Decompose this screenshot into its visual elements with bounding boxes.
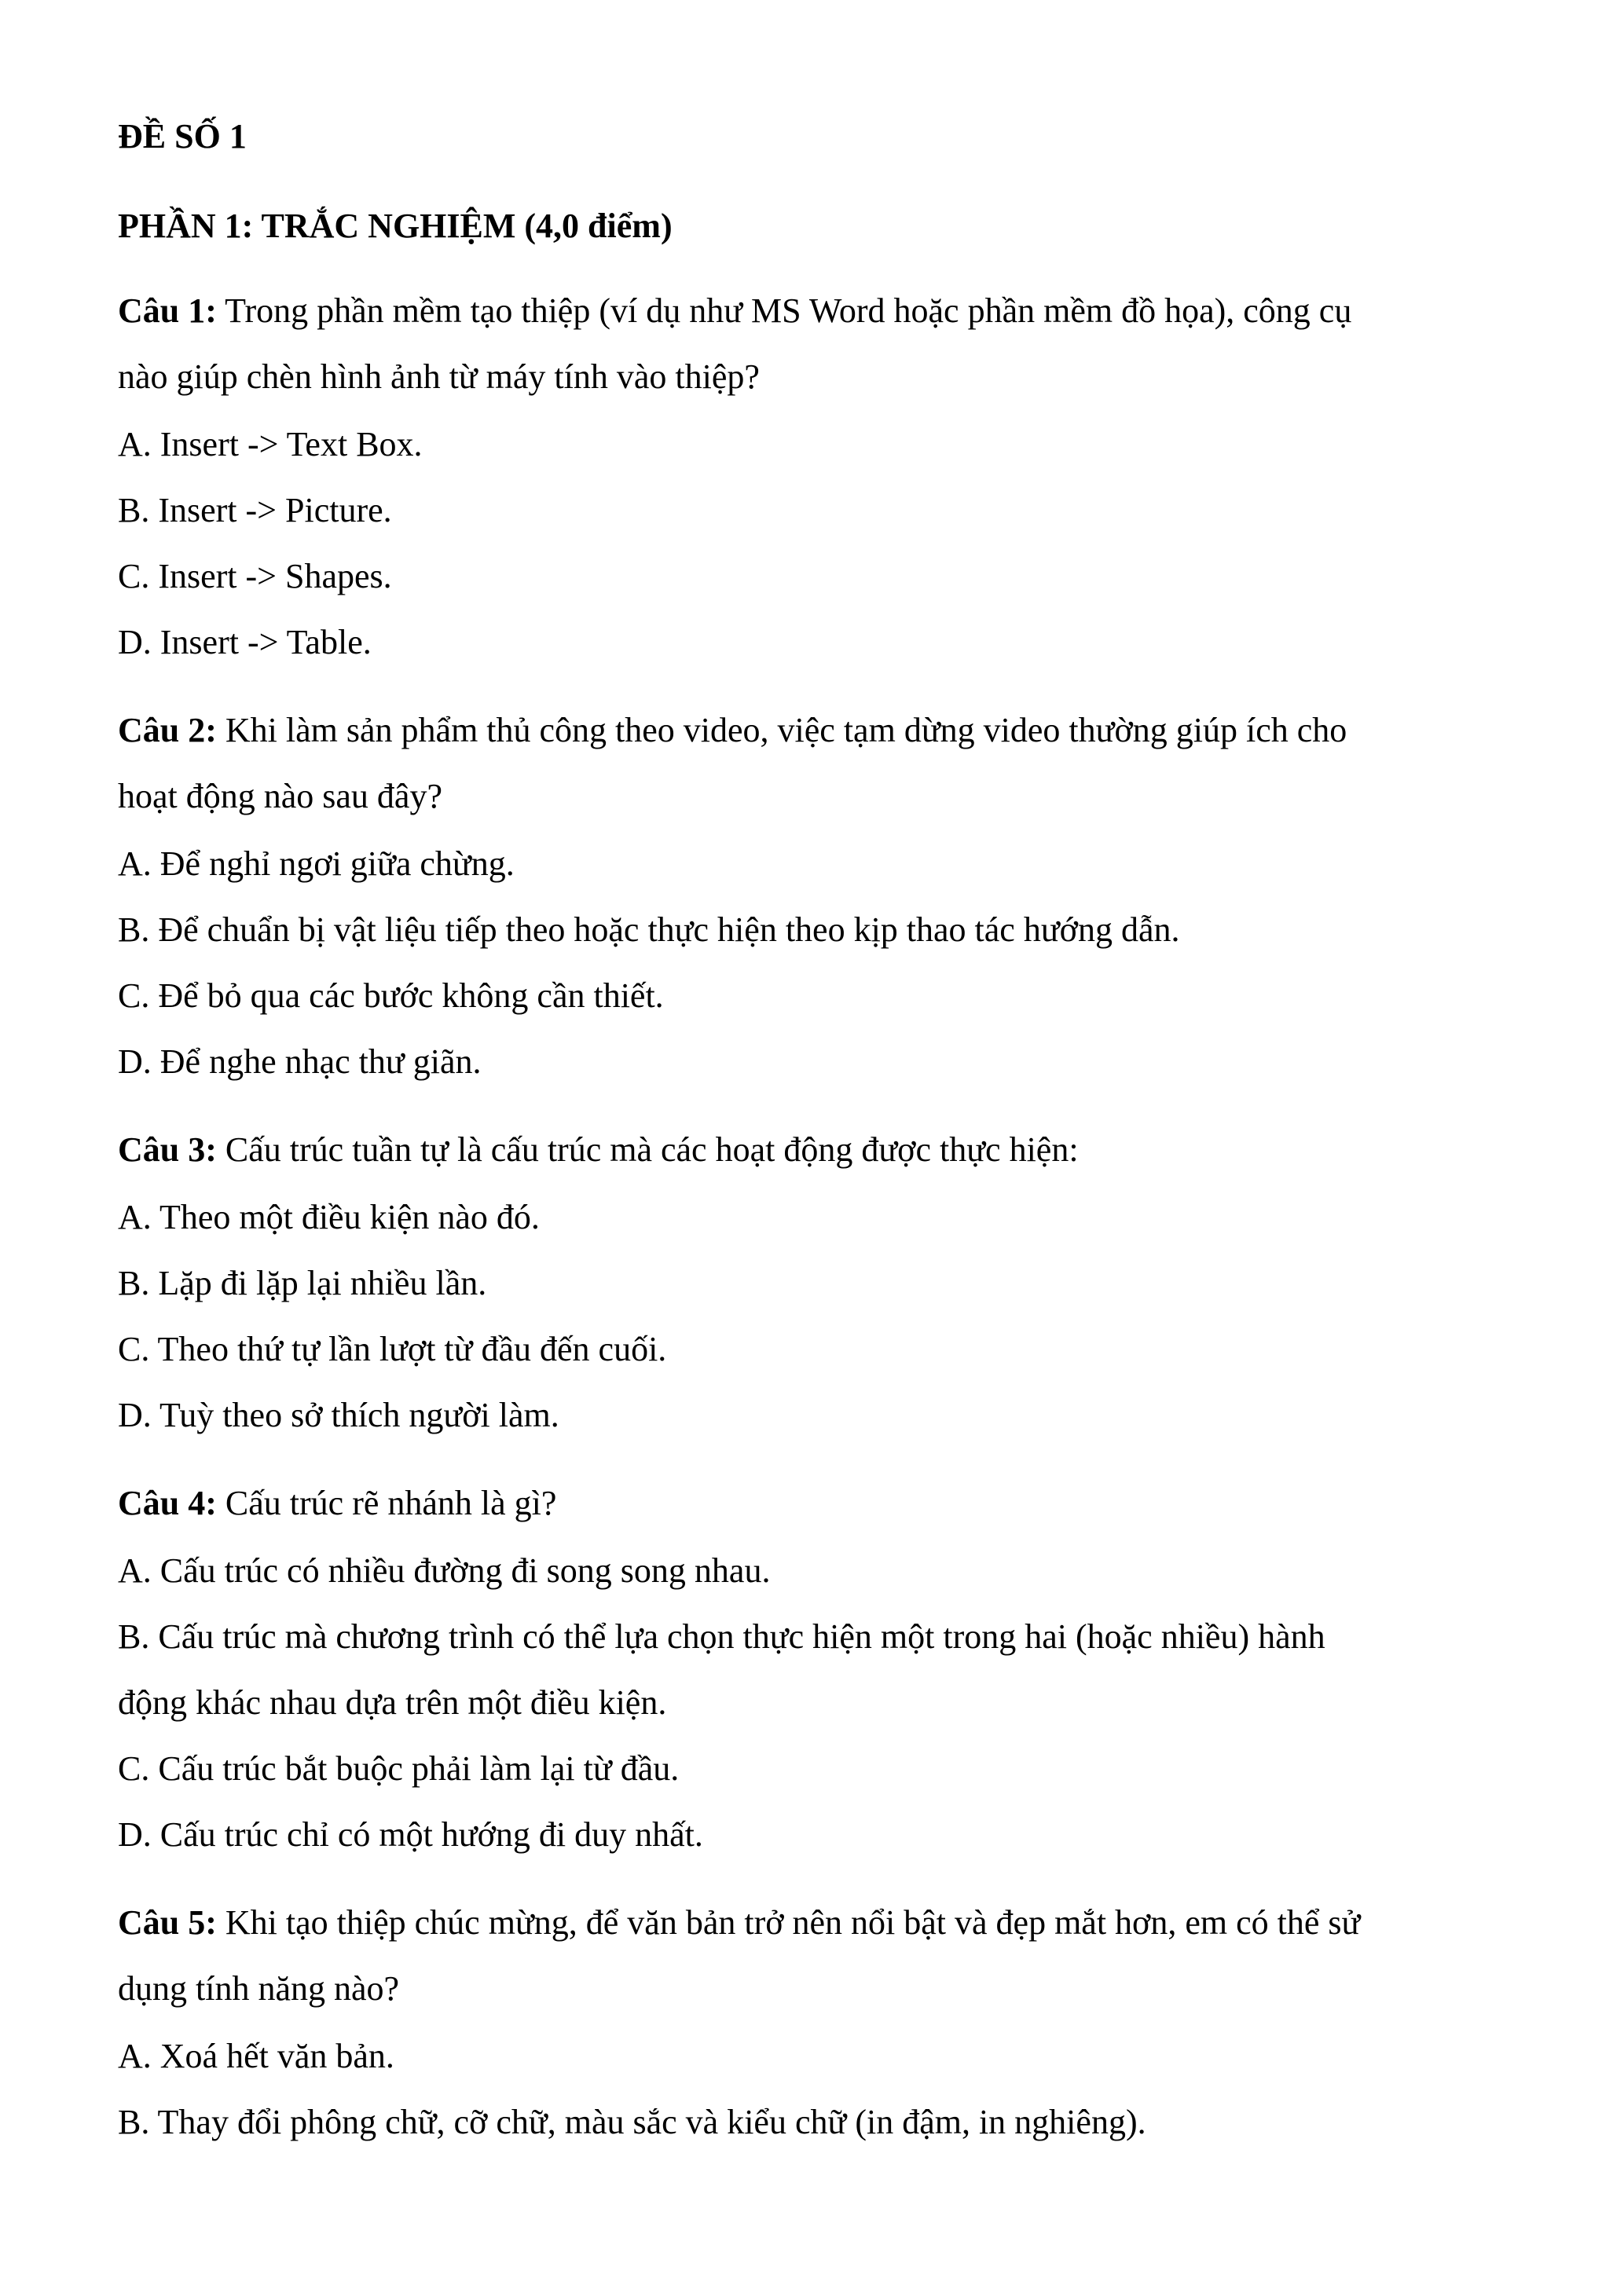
question-text: Cấu trúc tuần tự là cấu trúc mà các hoạt động được thực hiện:	[216, 1130, 1079, 1169]
question-text: Cấu trúc rẽ nhánh là gì?	[216, 1484, 557, 1522]
question-text: Khi tạo thiệp chúc mừng, để văn bản trở nên nổi bật và đẹp mắt hơn, em có thể sử	[216, 1903, 1361, 1942]
question-text-line	[118, 357, 1516, 397]
question-label: Câu 1:	[118, 291, 217, 330]
question-4	[118, 1483, 1516, 1855]
question-text: hoạt động nào sau đây?	[118, 777, 442, 815]
answer-option: B. Insert -> Picture.	[118, 491, 392, 529]
answer-option: D. Insert -> Table.	[118, 623, 372, 661]
question-label: Câu 5:	[118, 1903, 217, 1942]
question-label: Câu 2:	[118, 711, 217, 749]
answer-option: A. Cấu trúc có nhiều đường đi song song nhau.	[118, 1551, 771, 1590]
question-label: Câu 3:	[118, 1130, 217, 1169]
question-text-line	[118, 1483, 1516, 1524]
answer-option: C. Cấu trúc bắt buộc phải làm lại từ đầu.	[118, 1749, 680, 1788]
answer-option: A. Để nghỉ ngơi giữa chừng.	[118, 844, 515, 883]
answer-option: A. Insert -> Text Box.	[118, 425, 423, 463]
answer-option: D. Cấu trúc chỉ có một hướng đi duy nhất.	[118, 1815, 703, 1854]
question-text: Trong phần mềm tạo thiệp (ví dụ như MS Word hoặc phần mềm đồ họa), công cụ	[216, 291, 1352, 330]
answer-option: A. Theo một điều kiện nào đó.	[118, 1198, 540, 1236]
question-text: nào giúp chèn hình ảnh từ máy tính vào thiệp?	[118, 357, 760, 396]
answer-option: D. Để nghe nhạc thư giãn.	[118, 1042, 482, 1081]
question-text-line	[118, 1902, 1516, 1943]
question-label: Câu 4:	[118, 1484, 217, 1522]
question-2	[118, 710, 1516, 1082]
question-text-line	[118, 1968, 1516, 2009]
question-1	[118, 291, 1516, 663]
answer-option: D. Tuỳ theo sở thích người làm.	[118, 1396, 559, 1434]
answer-option: C. Để bỏ qua các bước không cần thiết.	[118, 976, 664, 1015]
answer-option: động khác nhau dựa trên một điều kiện.	[118, 1683, 667, 1722]
question-text-line	[118, 776, 1516, 817]
question-3	[118, 1130, 1516, 1436]
question-text-line	[118, 1130, 1516, 1170]
question-text: Khi làm sản phẩm thủ công theo video, việc tạm dừng video thường giúp ích cho	[216, 711, 1347, 749]
answer-option: B. Thay đổi phông chữ, cỡ chữ, màu sắc và kiểu chữ (in đậm, in nghiêng).	[118, 2103, 1146, 2141]
question-text-line	[118, 291, 1516, 331]
exam-page	[118, 116, 1516, 2168]
exam-title: ĐỀ SỐ 1	[118, 117, 247, 156]
answer-option: B. Để chuẩn bị vật liệu tiếp theo hoặc thực hiện theo kịp thao tác hướng dẫn.	[118, 910, 1180, 949]
question-text-line	[118, 710, 1516, 751]
answer-option: B. Lặp đi lặp lại nhiều lần.	[118, 1264, 487, 1302]
question-list	[118, 291, 1516, 2143]
question-5	[118, 1902, 1516, 2143]
answer-option: C. Insert -> Shapes.	[118, 557, 392, 595]
answer-option: C. Theo thứ tự lần lượt từ đầu đến cuối.	[118, 1330, 667, 1368]
section-title: PHẦN 1: TRẮC NGHIỆM (4,0 điểm)	[118, 207, 673, 245]
answer-option: A. Xoá hết văn bản.	[118, 2037, 394, 2075]
question-text: dụng tính năng nào?	[118, 1969, 400, 2008]
answer-option: B. Cấu trúc mà chương trình có thể lựa chọn thực hiện một trong hai (hoặc nhiều) hành	[118, 1617, 1325, 1656]
